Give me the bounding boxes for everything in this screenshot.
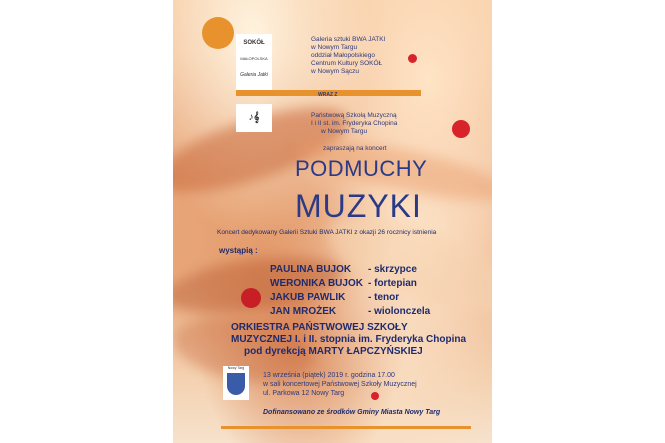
crest-label: Nowy Targ [227,366,245,370]
performer-name: WERONIKA BUJOK [270,278,363,289]
music-school-logo: ♪𝄞 [248,112,260,123]
school-line: I i II st. im. Fryderyka Chopina [311,120,398,127]
logo-card [236,34,272,94]
malopolska-logo: MAŁOPOLSKA [240,56,268,61]
org-line: Centrum Kultury SOKÓŁ [311,60,383,67]
performers-intro: wystąpią : [219,246,258,255]
orchestra-line: ORKIESTRA PAŃSTWOWEJ SZKOŁY [231,322,408,333]
orchestra-line: pod dyrekcją MARTY ŁAPCZYŃSKIEJ [244,346,423,357]
dedication: Koncert dedykowany Galerii Sztuki BWA JATKI z okazji 26 rocznicy istnienia [217,229,437,236]
red-dot [371,392,379,400]
performer-role: - wiolonczela [368,306,431,317]
event-line: ul. Parkowa 12 Nowy Targ [263,390,345,397]
sokol-logo: SOKÓŁ [243,40,265,46]
invite-line: zapraszają na koncert [323,145,387,152]
red-circle [241,288,261,308]
org-line: oddział Małopolskiego [311,52,375,59]
red-circle [452,120,470,138]
org-line: Galeria sztuki BWA JATKI [311,36,386,43]
performer-role: - tenor [368,292,400,303]
title-line-1: PODMUCHY [295,156,428,181]
performer-role: - fortepian [368,278,417,289]
concert-poster [173,0,492,443]
org-line: w Nowym Sączu [311,68,360,75]
event-line: w sali koncertowej Państwowej Szkoły Muzycznej [263,381,417,388]
orange-circle [202,17,234,49]
orange-footer-bar [221,426,471,429]
wpsz-label: WRAZ Z [318,92,338,98]
funding-note: Dofinansowano ze środków Gminy Miasta Nowy Targ [263,409,441,416]
performer-name: JAKUB PAWLIK [270,292,346,303]
town-crest [223,366,249,400]
galeria-logo: Galeria Jatki [240,72,268,78]
performer-name: PAULINA BUJOK [270,264,352,275]
school-logo-card [236,104,272,132]
orchestra-line: MUZYCZNEJ I. i II. stopnia im. Fryderyka Chopina [231,334,467,345]
title-line-2: MUZYKI [295,188,422,224]
school-line: w Nowym Targu [321,128,368,135]
red-dot [408,54,417,63]
shield-icon [227,373,245,395]
school-line: Państwową Szkołą Muzyczną [311,112,397,119]
performer-name: JAN MROŻEK [270,306,337,317]
performer-role: - skrzypce [368,264,417,275]
event-line: 13 września (piątek) 2019 r. godzina 17.00 [263,372,395,379]
org-line: w Nowym Targu [311,44,358,51]
